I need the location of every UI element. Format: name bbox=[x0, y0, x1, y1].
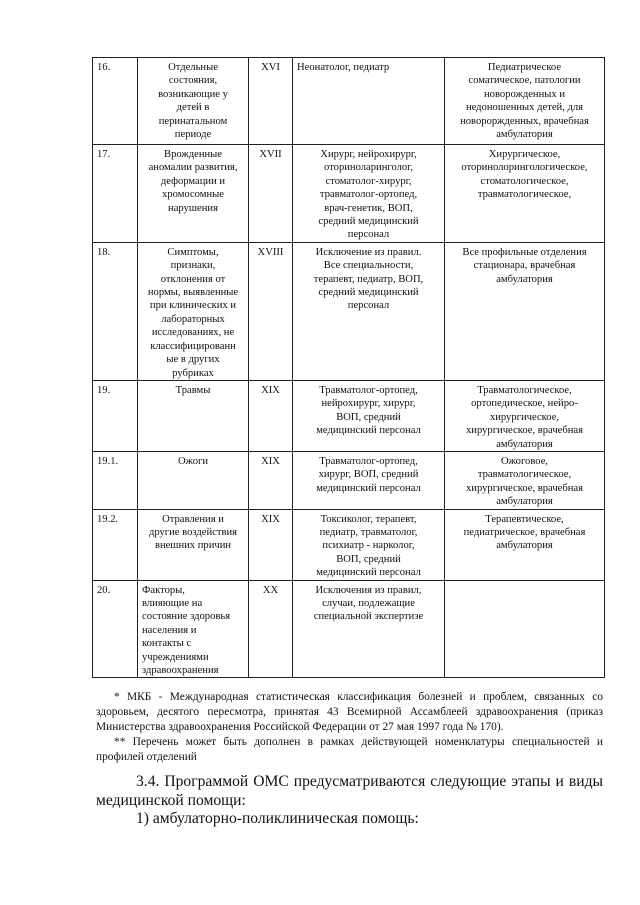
department-profiles: Ожоговое, травматологическое, хирургическое, врачебная амбулатория bbox=[445, 451, 605, 509]
department-profiles: Травматологическое, ортопедическое, нейро- хирургическое, хирургическое, врачебная амбулатория bbox=[445, 380, 605, 451]
icd-class: XVIII bbox=[249, 242, 293, 380]
section-paragraph: 3.4. Программой ОМС предусматриваются следующие этапы и виды медицинской помощи: bbox=[96, 773, 603, 809]
list-item: 1) амбулаторно-поликлиническая помощь: bbox=[136, 810, 419, 827]
table-row bbox=[93, 242, 605, 380]
specialists: Травматолог-ортопед, нейрохирург, хирург, ВОП, средний медицинский персонал bbox=[293, 380, 445, 451]
department-profiles bbox=[445, 580, 605, 678]
row-number: 19. bbox=[93, 380, 138, 451]
table-row bbox=[93, 145, 605, 243]
icd-class: XX bbox=[249, 580, 293, 678]
specialists: Неонатолог, педиатр bbox=[293, 58, 445, 145]
department-profiles: Терапевтическое, педиатрическое, врачебная амбулатория bbox=[445, 509, 605, 580]
row-number: 19.2. bbox=[93, 509, 138, 580]
row-number: 16. bbox=[93, 58, 138, 145]
icd-class: XVII bbox=[249, 145, 293, 243]
disease-class-name: Отравления и другие воздействия внешних причин bbox=[138, 509, 249, 580]
disease-class-name: Травмы bbox=[138, 380, 249, 451]
table-row bbox=[93, 580, 605, 678]
table-row bbox=[93, 380, 605, 451]
disease-class-name: Отдельные состояния, возникающие у детей в перинатальном периоде bbox=[138, 58, 249, 145]
table-row bbox=[93, 58, 605, 145]
footnote-list: ** Перечень может быть дополнен в рамках действующей номенклатуры специальностей и профилей отделений bbox=[96, 736, 603, 763]
table-row bbox=[93, 509, 605, 580]
icd-class: XVI bbox=[249, 58, 293, 145]
department-profiles: Хирургическое, оторинолорингологическое, стоматологическое, травматологическое, bbox=[445, 145, 605, 243]
specialty-table bbox=[92, 57, 605, 678]
row-number: 20. bbox=[93, 580, 138, 678]
disease-class-name: Факторы, влияющие на состояние здоровья населения и контакты с учреждениями здравоохранения bbox=[138, 580, 249, 678]
specialists: Хирург, нейрохирург, оториноларинголог, стоматолог-хирург, травматолог-ортопед, врач-генетик, ВОП, средний медицинский персонал bbox=[293, 145, 445, 243]
disease-class-name: Ожоги bbox=[138, 451, 249, 509]
row-number: 18. bbox=[93, 242, 138, 380]
icd-class: XIX bbox=[249, 380, 293, 451]
icd-class: XIX bbox=[249, 509, 293, 580]
specialists: Исключения из правил, случаи, подлежащие специальной экспертизе bbox=[293, 580, 445, 678]
specialists: Токсиколог, терапевт, педиатр, травматолог, психиатр - нарколог, ВОП, средний медицинский персонал bbox=[293, 509, 445, 580]
specialists: Исключение из правил. Все специальности, терапевт, педиатр, ВОП, средний медицинский персонал bbox=[293, 242, 445, 380]
department-profiles: Все профильные отделения стационара, врачебная амбулатория bbox=[445, 242, 605, 380]
footnote-icd: * МКБ - Международная статистическая классификация болезней и проблем, связанных со здоровьем, десятого пересмотра, принятая 43 Всемирной Ассамблеей здравоохранения (приказ Министерства здравоохранения Российской Федерации от 27 мая 1997 года № 170). bbox=[96, 691, 603, 733]
specialists: Травматолог-ортопед, хирург, ВОП, средний медицинский персонал bbox=[293, 451, 445, 509]
icd-class: XIX bbox=[249, 451, 293, 509]
row-number: 17. bbox=[93, 145, 138, 243]
disease-class-name: Симптомы, признаки, отклонения от нормы, выявленные при клинических и лабораторных исследованиях, не классифицированн ые в других рубриках bbox=[138, 242, 249, 380]
disease-class-name: Врожденные аномалии развития, деформации и хромосомные нарушения bbox=[138, 145, 249, 243]
department-profiles: Педиатрическое соматическое, патологии новорожденных и недоношенных детей, для новороржденных, врачебная амбулатория bbox=[445, 58, 605, 145]
table-row bbox=[93, 451, 605, 509]
row-number: 19.1. bbox=[93, 451, 138, 509]
